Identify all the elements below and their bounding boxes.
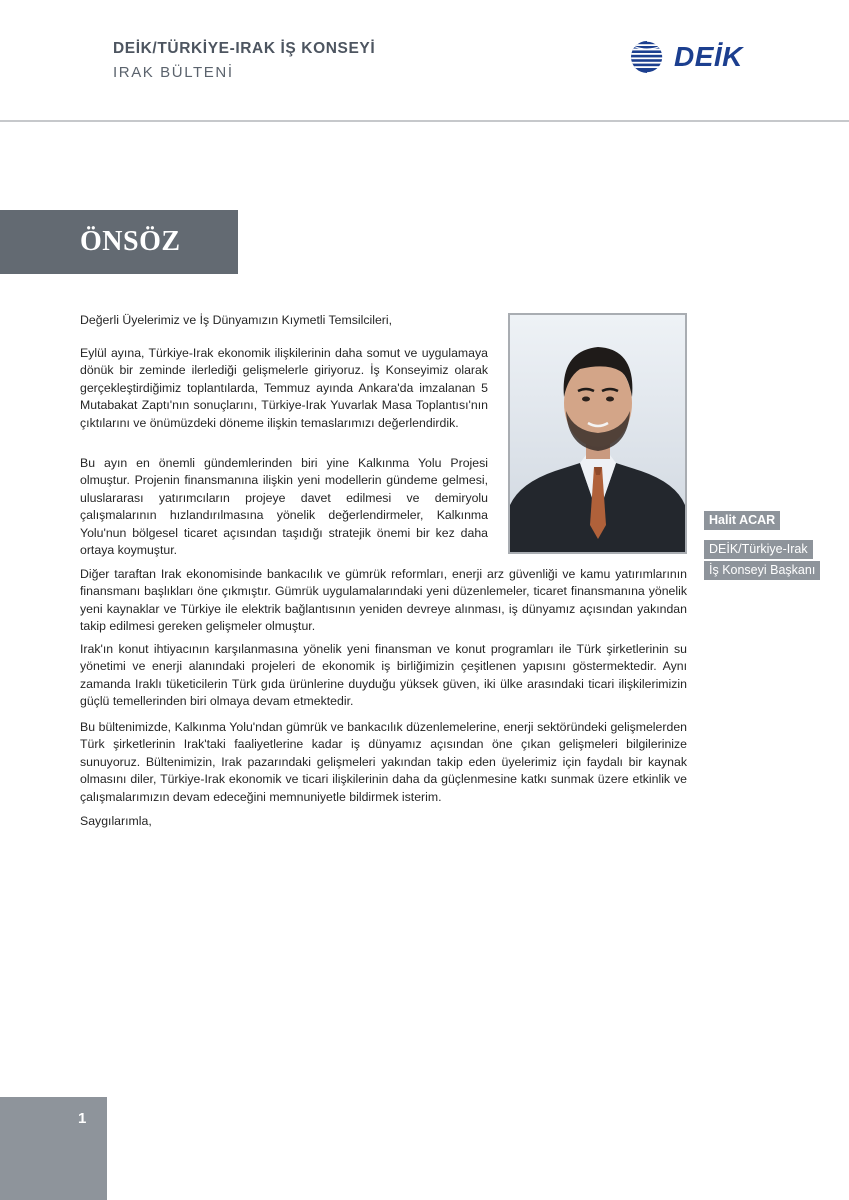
signatory-role-line-1: DEİK/Türkiye-Irak: [704, 540, 813, 559]
header-divider: [0, 120, 849, 122]
council-title: DEİK/TÜRKİYE-IRAK İŞ KONSEYİ: [113, 40, 376, 57]
salutation: Değerli Üyelerimiz ve İş Dünyamızın Kıymetli Temsilcileri,: [80, 313, 393, 327]
deik-logo-text: DEİK: [674, 41, 743, 72]
bulletin-subtitle: IRAK BÜLTENİ: [113, 64, 234, 81]
deik-logo: [623, 40, 758, 74]
section-title: ÖNSÖZ: [80, 226, 181, 257]
paragraph-4: Irak'ın konut ihtiyacının karşılanmasına yönelik yeni finansman ve konut programları ile Türk şirketlerinin su yönetimi ve enerji alanındaki projeleri de ekonomik iş birliğimizin çeşitlenen yapısını göstermektedir. Aynı zamanda Iraklı tüketicilerin Türk gıda ürünlerine duyduğu yüksek güven, iki ülke arasındaki ticari ilişkilerimizin güçlü temellerinden biri olmaya devam etmektedir.: [80, 642, 687, 709]
closing: Saygılarımla,: [80, 814, 152, 828]
person-portrait-icon: [510, 315, 685, 552]
signatory-portrait: [508, 313, 687, 554]
paragraph-3: Diğer taraftan Irak ekonomisinde bankacılık ve gümrük reformları, enerji arz güvenliği ve kamu yatırımlarının finansmanı başlıkları öne çıkmıştır. Gümrük uygulamalarındaki yeni düzenlemeler, ticaret finansmanına yönelik yeni kaynaklar ve Türkiye ile elektrik bağlantısının yeniden devreye alınması, iş dünyamız açısından yakından takip edilmesi gereken gelişmeler olmuştur.: [80, 567, 687, 634]
deik-globe-icon: [623, 40, 671, 74]
paragraph-1: Eylül ayına, Türkiye-Irak ekonomik ilişkilerinin daha somut ve uygulamaya dönük bir zeminde ilerlediği gelişmelerle giriyoruz. İş Konseyimiz olarak gerçekleştirdiğimiz toplantılarda, Temmuz ayında Ankara'da imzalanan 5 Mutabakat Zaptı'nın sonuçlarını, Türkiye-Irak Yuvarlak Masa Toplantısı'nın çıktılarını ve önümüzdeki döneme ilişkin temaslarımızı değerlendirdik.: [80, 346, 488, 430]
page-number-box: [0, 1097, 107, 1200]
page-number: 1: [78, 1110, 87, 1127]
signatory-role-line-2: İş Konseyi Başkanı: [704, 561, 820, 580]
paragraph-2: Bu ayın en önemli gündemlerinden biri yine Kalkınma Yolu Projesi olmuştur. Projenin finansmanına ilişkin yeni modellerin gündeme gelmesi, uluslararası yatırımcıların projeye davet edilmesi ve demiryolu çalışmalarının hızlandırılmasına yönelik değerlendirmeler, Kalkınma Yolu'nun bölgesel ticaret açısından taşıdığı stratejik önemi bir kez daha ortaya koymuştur.: [80, 456, 488, 558]
signatory-name: Halit ACAR: [704, 511, 780, 530]
paragraph-5: Bu bültenimizde, Kalkınma Yolu'ndan gümrük ve bankacılık düzenlemelerine, enerji sektöründeki gelişmelerden Türk şirketlerinin Irak'taki faaliyetlerine kadar iş dünyamız açısından öne çıkan gelişmeleri bilgilerinize sunuyoruz. Bültenimizin, Irak pazarındaki gelişmeleri yakından takip eden üyelerimiz için faydalı bir kaynak olmasını diler, Türkiye-Irak ekonomik ve ticari ilişkilerinin daha da güçlenmesine katkı sunmak üzere etkinlik ve çalışmalarımızın devam edeceğini memnuniyetle bildirmek isterim.: [80, 720, 687, 804]
